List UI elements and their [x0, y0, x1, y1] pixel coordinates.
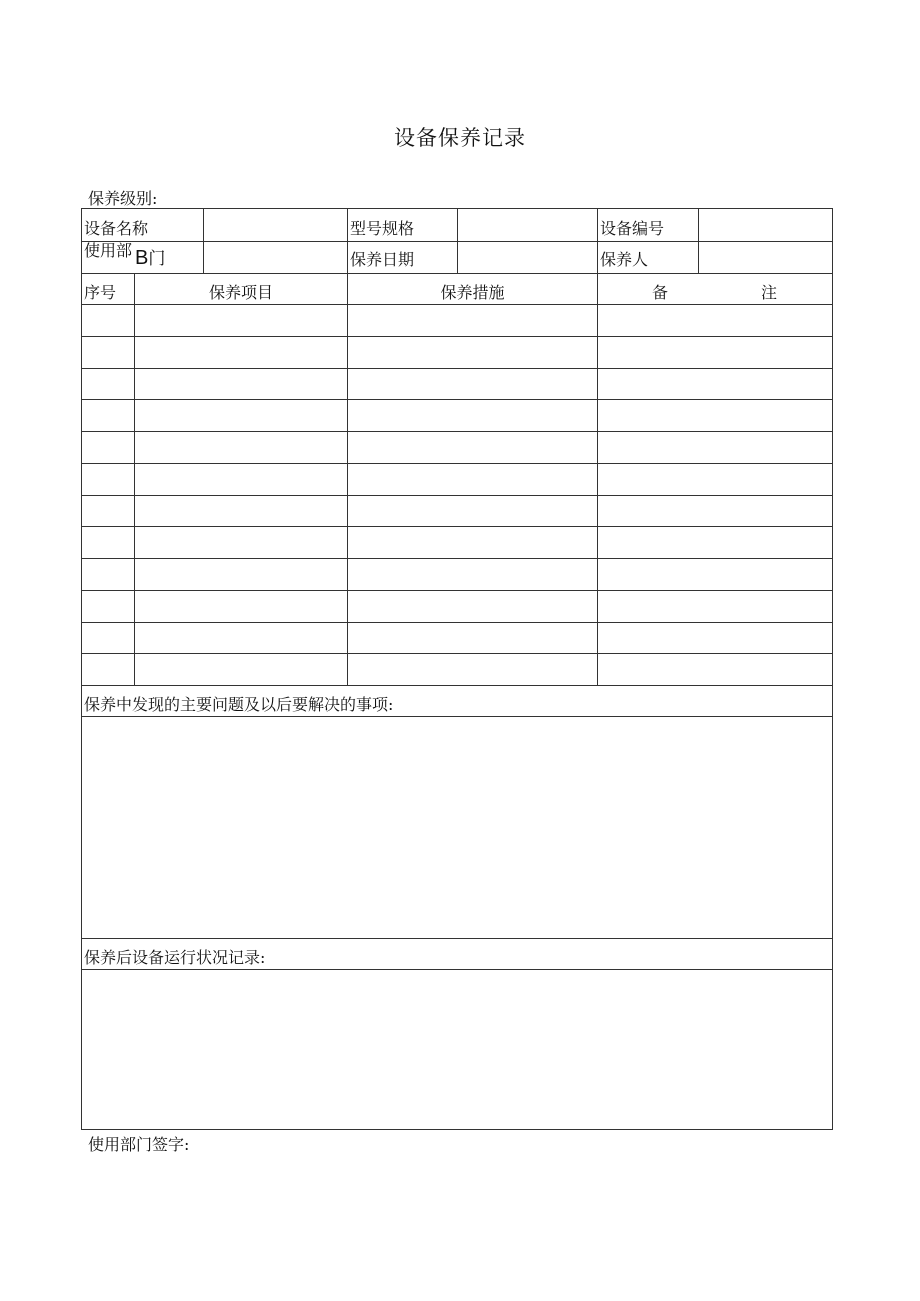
- table-header-seq: 序号: [84, 283, 117, 302]
- model-field[interactable]: [458, 209, 597, 241]
- row-seq-cell[interactable]: [82, 305, 134, 336]
- status-label: 保养后设备运行状况记录:: [84, 948, 266, 967]
- divider: [81, 526, 833, 527]
- row-item-cell[interactable]: [135, 591, 347, 622]
- device-name-label: 设备名称: [84, 219, 149, 238]
- person-label: 保养人: [600, 250, 649, 269]
- row-seq-cell[interactable]: [82, 369, 134, 400]
- use-dept-value-letter: B: [135, 247, 149, 269]
- row-item-cell[interactable]: [135, 400, 347, 431]
- row-item-cell[interactable]: [135, 464, 347, 495]
- row-remark-cell[interactable]: [598, 623, 832, 654]
- row-measure-cell[interactable]: [348, 400, 597, 431]
- use-dept-value-text: 门: [148, 249, 166, 269]
- row-measure-cell[interactable]: [348, 432, 597, 463]
- row-measure-cell[interactable]: [348, 654, 597, 685]
- row-remark-cell[interactable]: [598, 559, 832, 590]
- use-dept-label: 使用部: [84, 242, 132, 260]
- divider: [81, 622, 833, 623]
- divider: [81, 685, 833, 686]
- divider: [81, 653, 833, 654]
- row-seq-cell[interactable]: [82, 559, 134, 590]
- row-seq-cell[interactable]: [82, 527, 134, 558]
- row-seq-cell[interactable]: [82, 654, 134, 685]
- row-item-cell[interactable]: [135, 559, 347, 590]
- row-measure-cell[interactable]: [348, 559, 597, 590]
- row-item-cell[interactable]: [135, 337, 347, 368]
- date-field[interactable]: [458, 242, 597, 273]
- row-remark-cell[interactable]: [598, 337, 832, 368]
- row-remark-cell[interactable]: [598, 369, 832, 400]
- divider: [81, 590, 833, 591]
- table-header-remark-2: 注: [761, 283, 778, 302]
- divider: [81, 938, 833, 939]
- person-field[interactable]: [699, 242, 832, 273]
- row-remark-cell[interactable]: [598, 305, 832, 336]
- row-measure-cell[interactable]: [348, 623, 597, 654]
- row-measure-cell[interactable]: [348, 464, 597, 495]
- table-header-measure: 保养措施: [440, 283, 505, 302]
- table-header-item: 保养项目: [208, 283, 273, 302]
- divider: [347, 208, 348, 274]
- row-item-cell[interactable]: [135, 496, 347, 527]
- row-measure-cell[interactable]: [348, 527, 597, 558]
- divider: [81, 431, 833, 432]
- row-measure-cell[interactable]: [348, 496, 597, 527]
- row-seq-cell[interactable]: [82, 432, 134, 463]
- divider: [81, 399, 833, 400]
- model-label: 型号规格: [350, 219, 415, 238]
- row-seq-cell[interactable]: [82, 623, 134, 654]
- row-seq-cell[interactable]: [82, 337, 134, 368]
- row-seq-cell[interactable]: [82, 496, 134, 527]
- row-measure-cell[interactable]: [348, 591, 597, 622]
- row-remark-cell[interactable]: [598, 496, 832, 527]
- divider: [597, 208, 598, 274]
- row-remark-cell[interactable]: [598, 464, 832, 495]
- divider: [81, 463, 833, 464]
- row-measure-cell[interactable]: [348, 305, 597, 336]
- sign-label: 使用部门签字:: [88, 1135, 190, 1154]
- row-remark-cell[interactable]: [598, 527, 832, 558]
- row-item-cell[interactable]: [135, 623, 347, 654]
- row-item-cell[interactable]: [135, 432, 347, 463]
- divider: [81, 336, 833, 337]
- divider: [81, 495, 833, 496]
- maintenance-level-label: 保养级别:: [88, 189, 158, 208]
- row-seq-cell[interactable]: [82, 591, 134, 622]
- device-no-label: 设备编号: [600, 219, 665, 238]
- device-name-field[interactable]: [204, 209, 347, 241]
- row-remark-cell[interactable]: [598, 654, 832, 685]
- use-dept-field[interactable]: [204, 242, 347, 273]
- issues-field[interactable]: [82, 717, 832, 937]
- row-remark-cell[interactable]: [598, 400, 832, 431]
- row-item-cell[interactable]: [135, 369, 347, 400]
- issues-label: 保养中发现的主要问题及以后要解决的事项:: [84, 695, 394, 714]
- device-no-field[interactable]: [699, 209, 832, 241]
- row-measure-cell[interactable]: [348, 369, 597, 400]
- row-remark-cell[interactable]: [598, 432, 832, 463]
- row-item-cell[interactable]: [135, 527, 347, 558]
- row-seq-cell[interactable]: [82, 400, 134, 431]
- row-seq-cell[interactable]: [82, 464, 134, 495]
- divider: [81, 558, 833, 559]
- table-header-remark-1: 备: [652, 283, 669, 302]
- divider: [81, 368, 833, 369]
- page-title: 设备保养记录: [394, 126, 526, 150]
- use-dept-value: [135, 248, 165, 269]
- date-label: 保养日期: [350, 250, 415, 269]
- row-item-cell[interactable]: [135, 654, 347, 685]
- row-item-cell[interactable]: [135, 305, 347, 336]
- status-field[interactable]: [82, 970, 832, 1129]
- row-measure-cell[interactable]: [348, 337, 597, 368]
- row-remark-cell[interactable]: [598, 591, 832, 622]
